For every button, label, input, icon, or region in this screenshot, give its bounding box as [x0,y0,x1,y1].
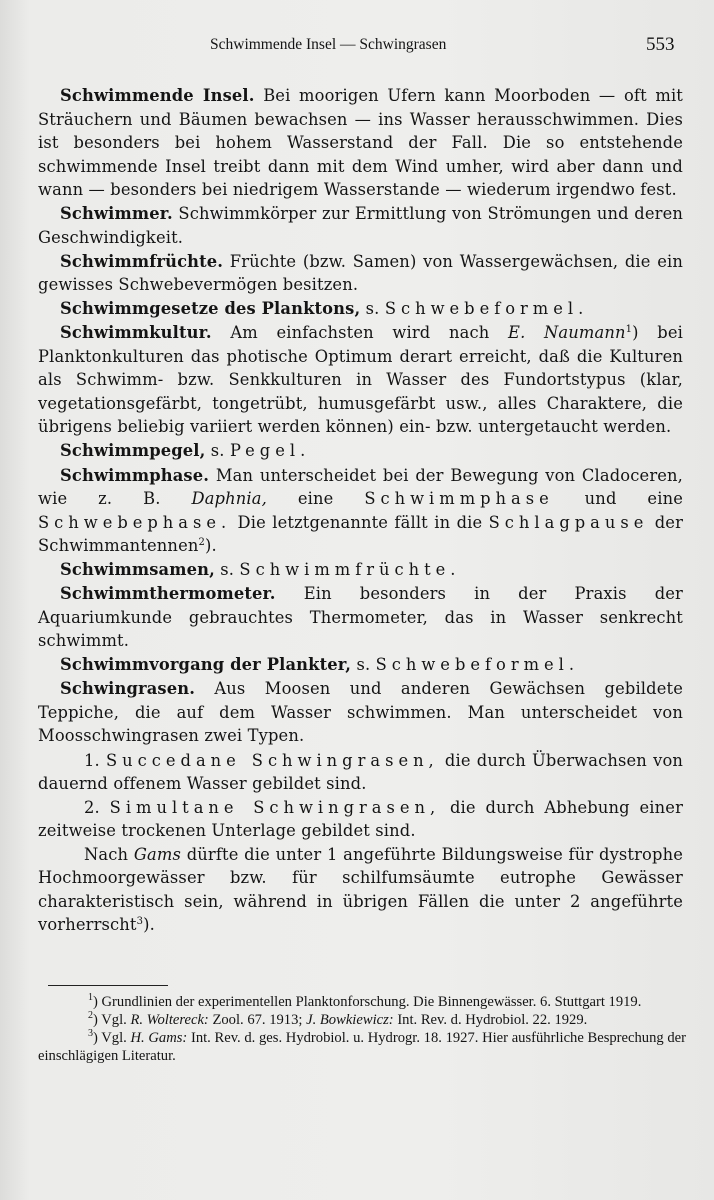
entry-text: eine [297,489,334,509]
running-title: Schwimmende Insel — Schwingrasen [210,36,447,53]
list-item [38,749,683,796]
headword: Schwingrasen. [60,679,196,699]
author-name: Gams [133,844,181,864]
entry-text: Man unterscheidet bei der Bewegung von Cladoceren, wie z. B. [38,465,683,509]
spaced-term: Succedane Schwingrasen, [106,750,439,770]
see-prefix: s. [365,299,380,319]
entry-text: Schwimmkörper zur Ermittlung von Strömungen und deren Geschwindigkeit. [38,204,684,247]
page-number: 553 [646,34,675,55]
see-prefix: s. [356,655,371,675]
para-text: Nach [84,844,129,864]
spaced-term: Schwimmphase [364,489,554,509]
entry-text: ). [205,536,217,556]
entry-text: ) bei Planktonkulturen das photische Optimum derart erreicht, daß die Kulturen als Schwimm- bzw. Senkkulturen in Wasser des Fundortstypus (klar, vegetationsgefärbt, tongetrübt, humusgefärbt usw., alles Charaktere, die übrigens beliebig variiert werden können) ein- bzw. untergetaucht werden. [38,323,684,437]
spaced-term: Schlagpause [488,512,649,532]
footnote-text: ) Grundlinien der experimentellen Planktonforschung. Die Binnengewässer. 6. Stuttgart 1919. [93,994,642,1010]
footnote-mark: 3 [88,1028,93,1039]
entry-schwimmer [38,202,683,249]
footnote-text: Int. Rev. d. ges. Hydrobiol. u. Hydrogr. 18. 1927. Hier ausführliche Besprechung der einschlägigen Literatur. [38,1030,686,1064]
dictionary-body [38,84,683,937]
entry-schwimmpegel [38,439,683,463]
footnote-text: ) Vgl. [93,1030,127,1046]
entry-schwimmende-insel [38,84,683,202]
headword: Schwimmgesetze des Planktons, [60,299,361,319]
entry-text: Aus Moosen und anderen Gewächsen gebildete Teppiche, die auf dem Wasser schwimmen. Man unterscheidet von Moosschwingrasen zwei Typen. [38,679,683,746]
entry-text: Früchte (bzw. Samen) von Wassergewächsen, die ein gewisses Schwebevermögen besitzen. [38,251,683,295]
para-text: ). [143,915,155,935]
author-name: J. Bowkiewicz: [306,1012,394,1028]
footnote [38,993,686,1011]
headword: Schwimmkultur. [60,323,212,343]
entry-text: der Schwimmantennen [38,512,684,556]
footnote-text: ) Vgl. [93,1012,127,1028]
para-text: dürfte die unter 1 angeführte Bildungsweise für dystrophe Hochmoorgewässer bzw. für schilfumsäumte eutrophe Gewässer charakteristisch sein, während in übrigen Fällen die unter 2 angeführte vorherrscht [38,844,683,935]
footnote-rule [48,985,168,986]
entry-schwimmfruechte [38,250,683,297]
headword: Schwimmpegel, [60,441,206,461]
headword: Schwimmthermometer. [60,584,276,604]
footnote-mark: 1 [88,992,93,1003]
entry-schwimmvorgang [38,653,683,677]
entry-schwimmthermometer [38,582,683,653]
headword: Schwimmsamen, [60,560,215,580]
item-text: die durch Überwachsen von dauernd offenem Wasser gebildet sind. [38,750,684,794]
headword: Schwimmphase. [60,465,210,485]
entry-schwingrasen [38,677,683,748]
headword: Schwimmende Insel. [60,86,255,105]
spaced-term: Schwebephase. [38,512,232,532]
item-text: die durch Abhebung einer zeitweise trockenen Unterlage gebildet sind. [38,797,684,841]
entry-text: Bei moorigen Ufern kann Moorboden — oft mit Sträuchern und Bäumen bewachsen — ins Wasser herausschwimmen. Dies ist besonders bei hohem Wasserstand der Fall. Die so entstehende schwimmende Insel treibt dann mit dem Wind umher, wird aber dann und wann — besonders bei niedrigem Wasserstande — wiederum irgendwo fest. [38,86,684,199]
entry-schwimmsamen [38,558,683,582]
genus-name: Daphnia, [191,489,267,509]
author-name: R. Woltereck: [130,1012,209,1028]
cross-reference: Pegel. [229,441,311,461]
headword: Schwimmfrüchte. [60,251,224,271]
item-number: 1. [84,750,100,770]
footnote-marker: 2 [198,537,206,549]
footnote [38,1029,686,1065]
cross-reference: Schwimmfrüchte. [239,560,461,580]
author-name: E. Naumann [508,323,626,343]
entry-schwimmkultur [38,321,683,439]
closing-paragraph [38,843,683,937]
entry-schwimmgesetze [38,297,683,321]
entry-text: Ein besonders in der Praxis der Aquariumkunde gebrauchtes Thermometer, das in Wasser senkrecht schwimmt. [38,584,683,651]
author-name: H. Gams: [130,1030,188,1046]
headword: Schwimmvorgang der Plankter, [60,655,352,675]
footnote-marker: 1 [625,324,633,336]
footnote-marker: 3 [136,916,144,928]
entry-text: Am einfachsten wird nach [230,323,490,343]
cross-reference: Schwebeformel. [375,655,580,675]
entry-text: Die letztgenannte fällt in die [237,512,483,532]
footnote-text: Zool. 67. 1913; [212,1012,303,1028]
cross-reference: Schwebeformel. [384,299,589,319]
headword: Schwimmer. [60,204,173,224]
list-item [38,796,683,843]
spaced-term: Simultane Schwingrasen, [109,797,441,817]
footnote [38,1011,686,1029]
footnotes [38,993,686,1065]
item-number: 2. [84,797,100,817]
running-header [0,36,714,62]
footnote-mark: 2 [88,1010,93,1021]
see-prefix: s. [210,441,225,461]
entry-text: und eine [584,489,683,509]
entry-schwimmphase [38,464,683,558]
see-prefix: s. [220,560,235,580]
footnote-text: Int. Rev. d. Hydrobiol. 22. 1929. [397,1012,588,1028]
